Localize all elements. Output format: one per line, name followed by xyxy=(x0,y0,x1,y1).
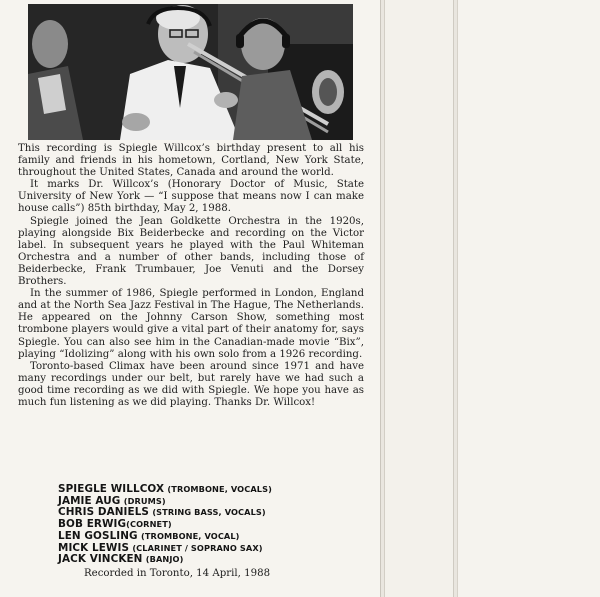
musician-instrument: (CLARINET / SOPRANO SAX) xyxy=(132,542,263,553)
paragraph-climax-band: Toronto-based Climax have been around since 1971 and have many recordings under our belt, but rarely have we had such a good time recording as we did with Spiegle. We hope you have as much fun listening as we did playing. Thanks Dr. Willcox! xyxy=(18,360,364,408)
musician-instrument: (TROMBONE, VOCALS) xyxy=(167,484,272,494)
personnel-list xyxy=(58,484,358,566)
paragraph-1986-performances: In the summer of 1986, Spiegle performed in London, England and at the North Sea Jazz Festival in The Hague, The Netherlands. He appeared on the Johnny Carson Show, something most trombone players would give a vital part of their anatomy for, says Spiegle. You can also see him in the Canadian-made movie “Bix”, playing “Idolizing” along with his own solo from a 1926 recording. xyxy=(18,288,364,360)
inlay-spine-panel xyxy=(384,0,454,597)
musician-name: LEN GOSLING xyxy=(58,529,138,542)
liner-notes-text xyxy=(18,143,364,409)
band-photo-graphic xyxy=(28,4,353,140)
musician-instrument: (DRUMS) xyxy=(123,495,166,506)
musician-name: JAMIE AUG xyxy=(58,494,121,507)
paragraph-birthday-present: This recording is Spiegle Willcox’s birthday present to all his family and friends in his hometown, Cortland, New York State, throughout the United States, Canada and around the world. xyxy=(18,143,364,179)
personnel-entry xyxy=(58,554,358,566)
musician-instrument: (STRING BASS, VOCALS) xyxy=(152,507,266,518)
band-photo xyxy=(28,4,353,140)
paragraph-goldkette-history: Spiegle joined the Jean Goldkette Orchestra in the 1920s, playing alongside Bix Beiderbecke and recording on the Victor label. In subsequent years he played with the Paul Whiteman Orchestra and a number of other bands, including those of Beiderbecke, Frank Trumbauer, Joe Venuti and the Dorsey Brothers. xyxy=(18,215,364,288)
musician-instrument: (CORNET) xyxy=(126,519,172,530)
musician-name: MICK LEWIS xyxy=(58,541,130,554)
musician-name: JACK VINCKEN xyxy=(58,553,143,566)
musician-name: SPIEGLE WILLCOX xyxy=(58,483,165,495)
paragraph-85th-birthday: It marks Dr. Willcox’s (Honorary Doctor of Music, State University of New York — “I suppose that means now I can make house calls”) 85th birthday, May 2, 1988. xyxy=(18,179,364,215)
musician-instrument: (BANJO) xyxy=(145,554,184,565)
recording-info: Recorded in Toronto, 14 April, 1988 xyxy=(84,568,271,579)
musician-name: CHRIS DANIELS xyxy=(58,506,150,519)
musician-instrument: (TROMBONE, VOCAL) xyxy=(141,530,240,541)
inlay-back-panel xyxy=(457,0,600,597)
musician-name: BOB ERWIG xyxy=(58,518,127,531)
